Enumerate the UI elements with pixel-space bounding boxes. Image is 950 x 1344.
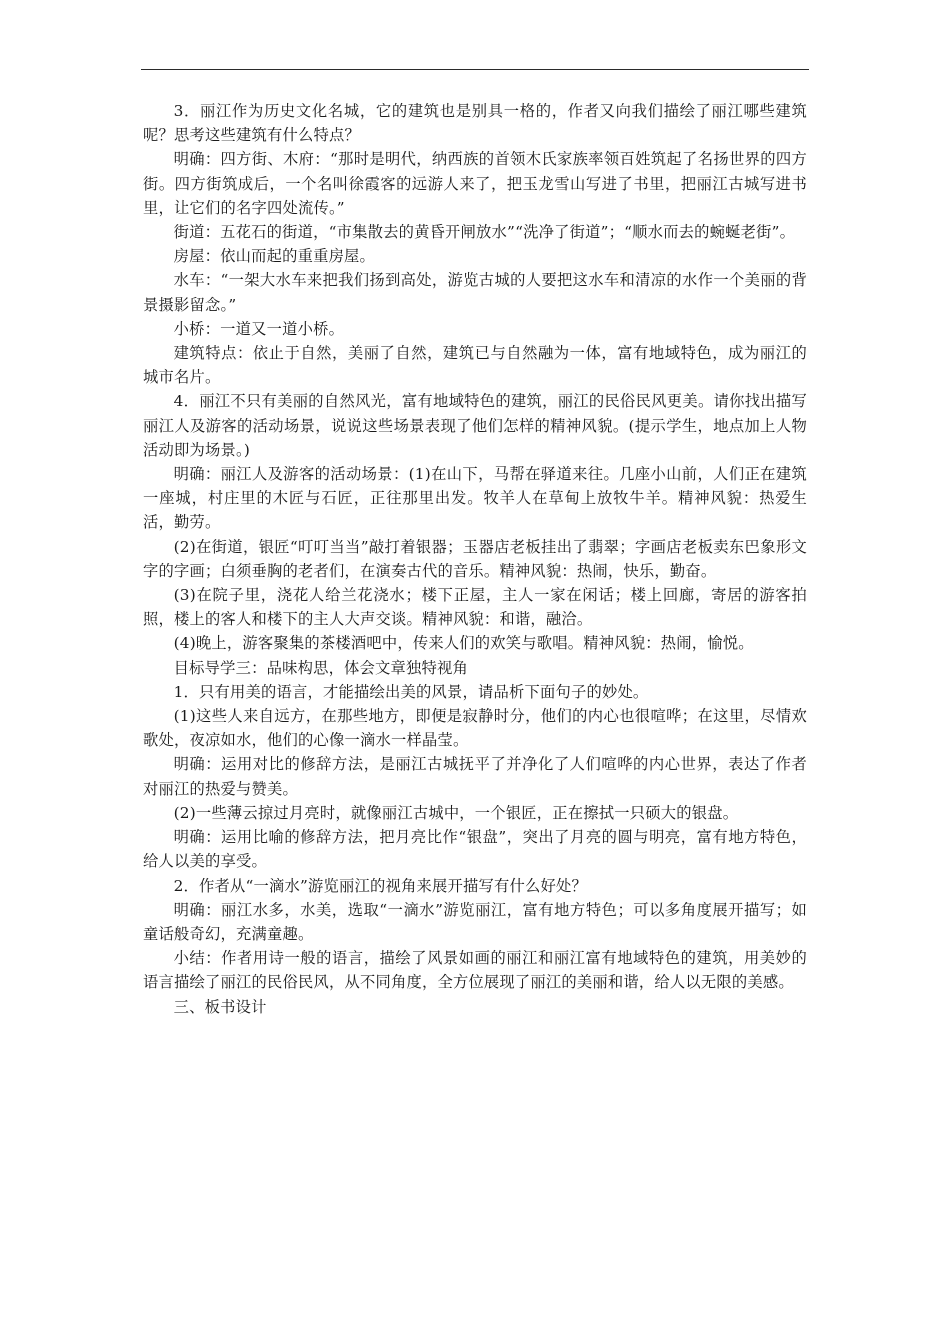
waterwheel-paragraph: 水车：“一架大水车来把我们扬到高处，游览古城的人要把这水车和清凉的水作一个美丽的背景摄影留念。”	[143, 271, 807, 314]
question-3-paragraph: 3．丽江作为历史文化名城，它的建筑也是别具一格的，作者又向我们描绘了丽江哪些建筑呢？思考这些建筑有什么特点？	[143, 102, 807, 145]
section-heading-goal-3: 目标导学三：品味构思，体会文章独特视角	[173, 658, 469, 677]
question-2-paragraph: 2．作者从“一滴水”游览丽江的视角来展开描写有什么好处？	[173, 876, 587, 895]
sentence-2-paragraph: (2)一些薄云掠过月亮时，就像丽江古城中，一个银匠，正在擦拭一只硕大的银盘。	[173, 803, 739, 822]
answer-sentence-2-paragraph: 明确：运用比喻的修辞方法，把月亮比作“银盘”，突出了月亮的圆与明亮，富有地方特色，给人以美的享受。	[143, 828, 807, 871]
answer-sentence-1-paragraph: 明确：运用对比的修辞方法，是丽江古城抚平了并净化了人们喧哗的内心世界，表达了作者对丽江的热爱与赞美。	[143, 755, 807, 798]
scene-2-paragraph: (2)在街道，银匠“叮叮当当”敲打着银器；玉器店老板挂出了翡翠；字画店老板卖东巴象形文字的字画；白须垂胸的老者们，在演奏古代的音乐。精神风貌：热闹，快乐，勤奋。	[143, 537, 807, 580]
question-4-paragraph: 4．丽江不只有美丽的自然风光，富有地域特色的建筑，丽江的民俗民风更美。请你找出描写丽江人及游客的活动场景，说说这些场景表现了他们怎样的精神风貌。(提示学生，地点加上人物活动即为场景。)	[143, 392, 807, 459]
question-1-paragraph: 1．只有用美的语言，才能描绘出美的风景，请品析下面句子的妙处。	[173, 682, 649, 701]
header-rule	[141, 69, 809, 70]
houses-paragraph: 房屋：依山而起的重重房屋。	[173, 247, 376, 266]
answer-scene-1-paragraph: 明确：丽江人及游客的活动场景：(1)在山下，马帮在驿道来往。几座小山前，人们正在建筑一座城，村庄里的木匠与石匠，正往那里出发。牧羊人在草甸上放牧牛羊。精神风貌：热爱生活，勤劳。	[143, 465, 807, 532]
section-heading-board-design: 三、板书设计	[173, 997, 267, 1016]
answer-question-2-paragraph: 明确：丽江水多，水美，选取“一滴水”游览丽江，富有地方特色；可以多角度展开描写；如童话般奇幻，充满童趣。	[143, 900, 807, 943]
answer-sifangjie-paragraph: 明确：四方街、木府：“那时是明代，纳西族的首领木氏家族率领百姓筑起了名扬世界的四方街。四方街筑成后，一个名叫徐霞客的远游人来了，把玉龙雪山写进了书里，把丽江古城写进书里，让它们的名字四处流传。”	[143, 150, 807, 217]
summary-paragraph: 小结：作者用诗一般的语言，描绘了风景如画的丽江和丽江富有地域特色的建筑，用美妙的语言描绘了丽江的民俗民风，从不同角度，全方位展现了丽江的美丽和谐，给人以无限的美感。	[143, 949, 807, 992]
scene-4-paragraph: (4)晚上，游客聚集的茶楼酒吧中，传来人们的欢笑与歌唱。精神风貌：热闹，愉悦。	[173, 634, 754, 653]
scene-3-paragraph: (3)在院子里，浇花人给兰花浇水；楼下正屋，主人一家在闲话；楼上回廊，寄居的游客拍照，楼上的客人和楼下的主人大声交谈。精神风貌：和谐，融洽。	[143, 586, 807, 629]
bridge-paragraph: 小桥：一道又一道小桥。	[173, 319, 345, 338]
street-paragraph: 街道：五花石的街道，“市集散去的黄昏开闸放水”“洗净了街道”；“顺水而去的蜿蜒老街”。	[173, 223, 796, 242]
document-body	[143, 99, 807, 1019]
sentence-1-paragraph: (1)这些人来自远方，在那些地方，即便是寂静时分，他们的内心也很喧哗；在这里，尽情欢歌处，夜凉如水，他们的心像一滴水一样晶莹。	[143, 707, 807, 750]
architecture-features-paragraph: 建筑特点：依止于自然，美丽了自然，建筑已与自然融为一体，富有地域特色，成为丽江的城市名片。	[143, 344, 807, 387]
